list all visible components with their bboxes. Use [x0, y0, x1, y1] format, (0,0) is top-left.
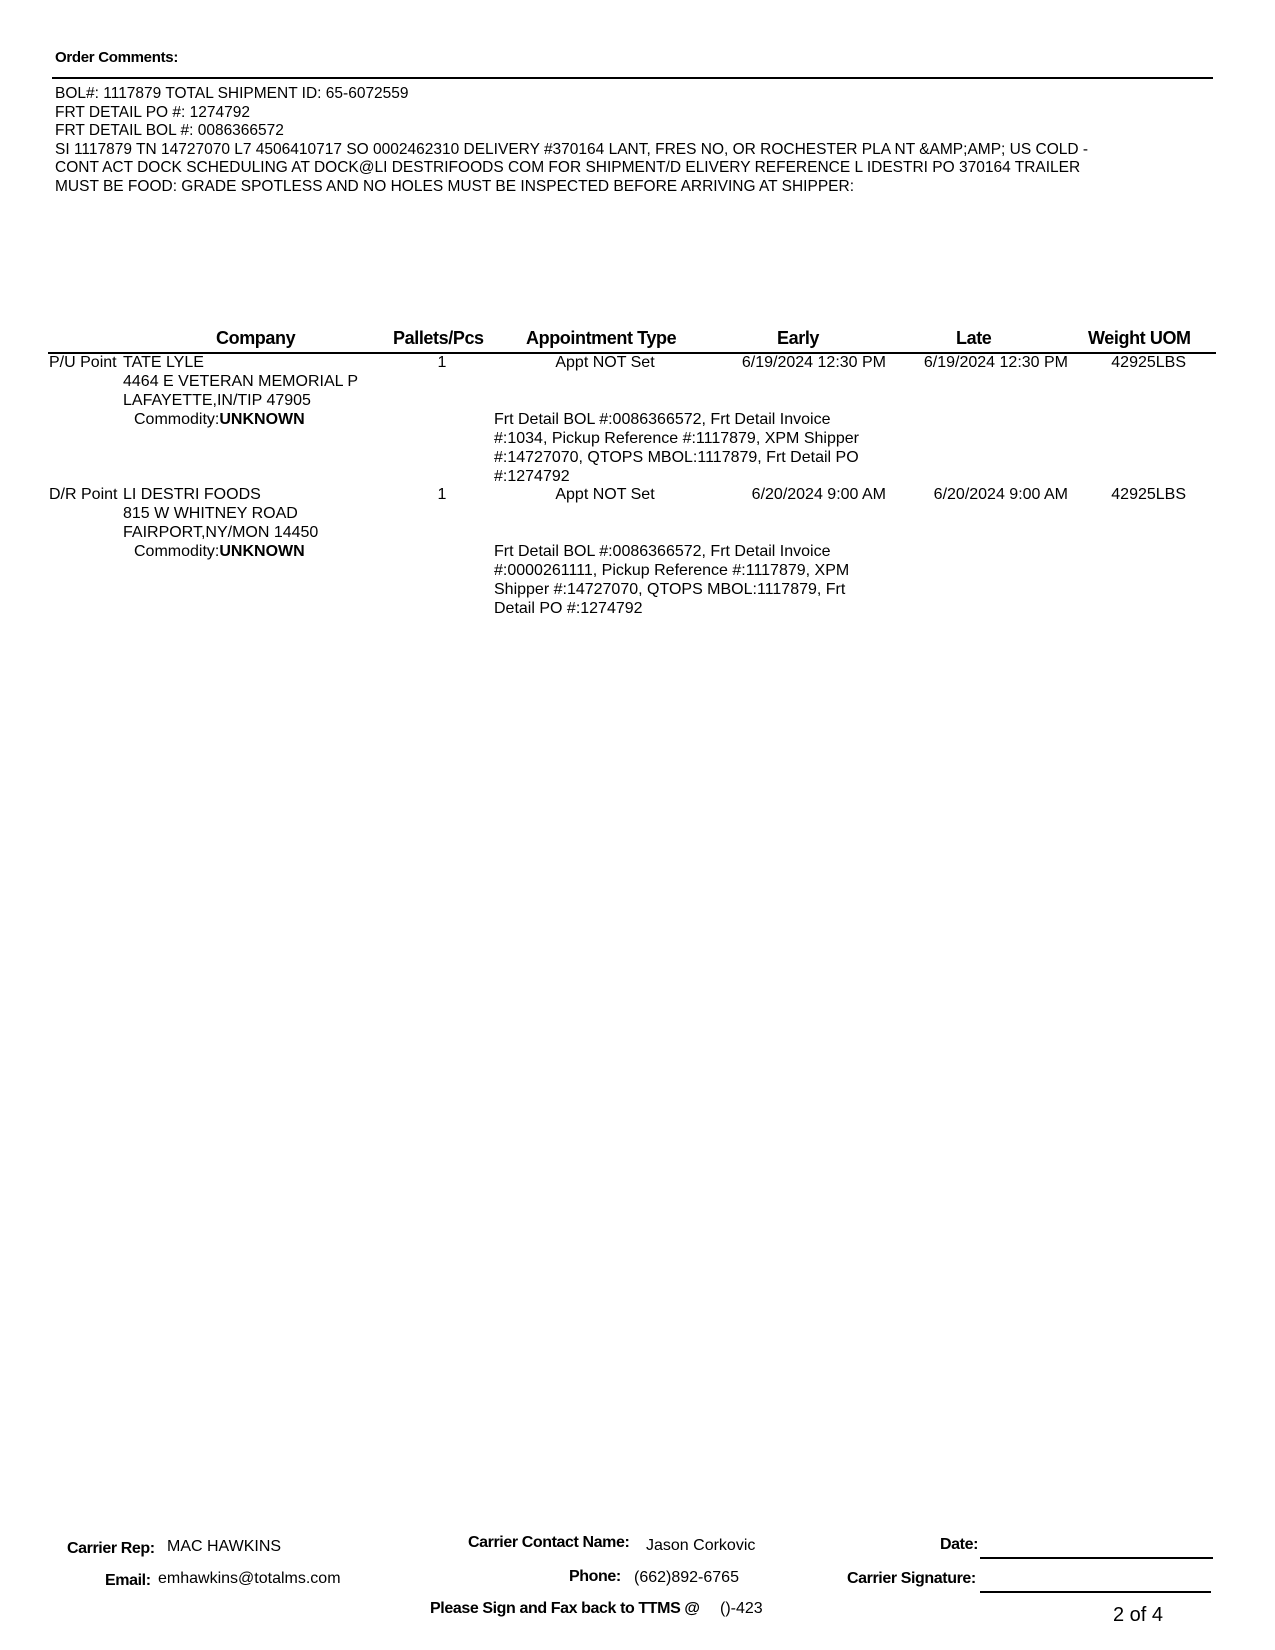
carrier-rep-label: Carrier Rep: — [67, 1540, 155, 1557]
carrier-contact-label: Carrier Contact Name: — [468, 1534, 630, 1551]
stop-company: TATE LYLE — [123, 354, 204, 371]
commodity-label: Commodity: — [134, 543, 220, 560]
stop-commodity — [134, 542, 305, 561]
order-comment-line: BOL#: 1117879 TOTAL SHIPMENT ID: 65-6072559 — [55, 85, 409, 102]
page-number: 2 of 4 — [1112, 1604, 1163, 1626]
stop-address-line-2: LAFAYETTE,IN/TIP 47905 — [123, 392, 311, 409]
order-comment-line: SI 1117879 TN 14727070 L7 4506410717 SO 0002462310 DELIVERY #370164 LANT, FRES NO, OR ROCHESTER PLA NT &AMP;AMP; US COLD - — [55, 140, 1089, 158]
header-late: Late — [956, 328, 992, 348]
phone-label: Phone: — [569, 1568, 621, 1585]
stop-point-label: D/R Point — [49, 486, 118, 503]
stop-appointment-type: Appt NOT Set — [555, 486, 655, 503]
header-weight-uom: Weight UOM — [1088, 328, 1191, 348]
phone-value: (662)892-6765 — [634, 1569, 739, 1586]
email-label: Email: — [105, 1572, 151, 1589]
stop-company: LI DESTRI FOODS — [123, 486, 261, 503]
stop-commodity — [134, 410, 305, 429]
stop-reference-notes: Frt Detail BOL #:0086366572, Frt Detail Invoice #:1034, Pickup Reference #:1117879, XPM Shipper #:14727070, QTOPS MBOL:1117879, Frt Detail PO #:1274792 — [494, 411, 859, 485]
stop-late: 6/19/2024 12:30 PM — [923, 354, 1068, 371]
carrier-rep-value: MAC HAWKINS — [167, 1538, 282, 1555]
date-label: Date: — [940, 1536, 979, 1553]
order-comment-line: CONT ACT DOCK SCHEDULING AT DOCK@LI DESTRIFOODS COM FOR SHIPMENT/D ELIVERY REFERENCE L IDESTRI PO 370164 TRAILER — [55, 159, 1081, 177]
signature-line — [980, 1591, 1211, 1593]
fax-number-value: ()-423 — [720, 1600, 763, 1617]
stop-reference-notes: Frt Detail BOL #:0086366572, Frt Detail Invoice #:0000261111, Pickup Reference #:1117879, XPM Shipper #:14727070, QTOPS MBOL:1117879, Frt Detail PO #:1274792 — [494, 543, 850, 617]
stop-appointment-type: Appt NOT Set — [555, 354, 655, 371]
order-comments-divider — [52, 77, 1213, 79]
stop-late: 6/20/2024 9:00 AM — [933, 486, 1068, 503]
carrier-signature-label: Carrier Signature: — [847, 1570, 976, 1587]
stop-early: 6/20/2024 9:00 AM — [751, 486, 886, 503]
stop-pallets: 1 — [437, 486, 447, 503]
stop-address-line-2: FAIRPORT,NY/MON 14450 — [123, 524, 319, 541]
commodity-value: UNKNOWN — [219, 411, 305, 428]
order-comment-line: MUST BE FOOD: GRADE SPOTLESS AND NO HOLES MUST BE INSPECTED BEFORE ARRIVING AT SHIPPER: — [55, 177, 854, 195]
stop-weight: 42925LBS — [1111, 354, 1186, 371]
header-appointment-type: Appointment Type — [526, 328, 677, 348]
stop-weight: 42925LBS — [1111, 486, 1186, 503]
order-comments-title: Order Comments: — [55, 49, 179, 66]
fax-instruction-label: Please Sign and Fax back to TTMS @ — [430, 1600, 700, 1617]
header-company: Company — [216, 328, 296, 348]
date-line — [980, 1557, 1213, 1559]
email-value: emhawkins@totalms.com — [158, 1570, 341, 1587]
header-pallets: Pallets/Pcs — [393, 328, 484, 348]
stop-address-line-1: 4464 E VETERAN MEMORIAL P — [123, 373, 359, 390]
stop-address-line-1: 815 W WHITNEY ROAD — [123, 505, 298, 522]
header-early: Early — [777, 328, 820, 348]
stop-point-label: P/U Point — [49, 354, 117, 371]
commodity-label: Commodity: — [134, 411, 220, 428]
order-comments-text — [55, 85, 1088, 197]
order-comment-line: FRT DETAIL BOL #: 0086366572 — [55, 122, 284, 140]
stop-pallets: 1 — [437, 354, 447, 371]
order-comment-line: FRT DETAIL PO #: 1274792 — [55, 103, 250, 121]
stop-early: 6/19/2024 12:30 PM — [741, 354, 886, 371]
carrier-contact-value: Jason Corkovic — [646, 1537, 756, 1554]
commodity-value: UNKNOWN — [219, 543, 305, 560]
